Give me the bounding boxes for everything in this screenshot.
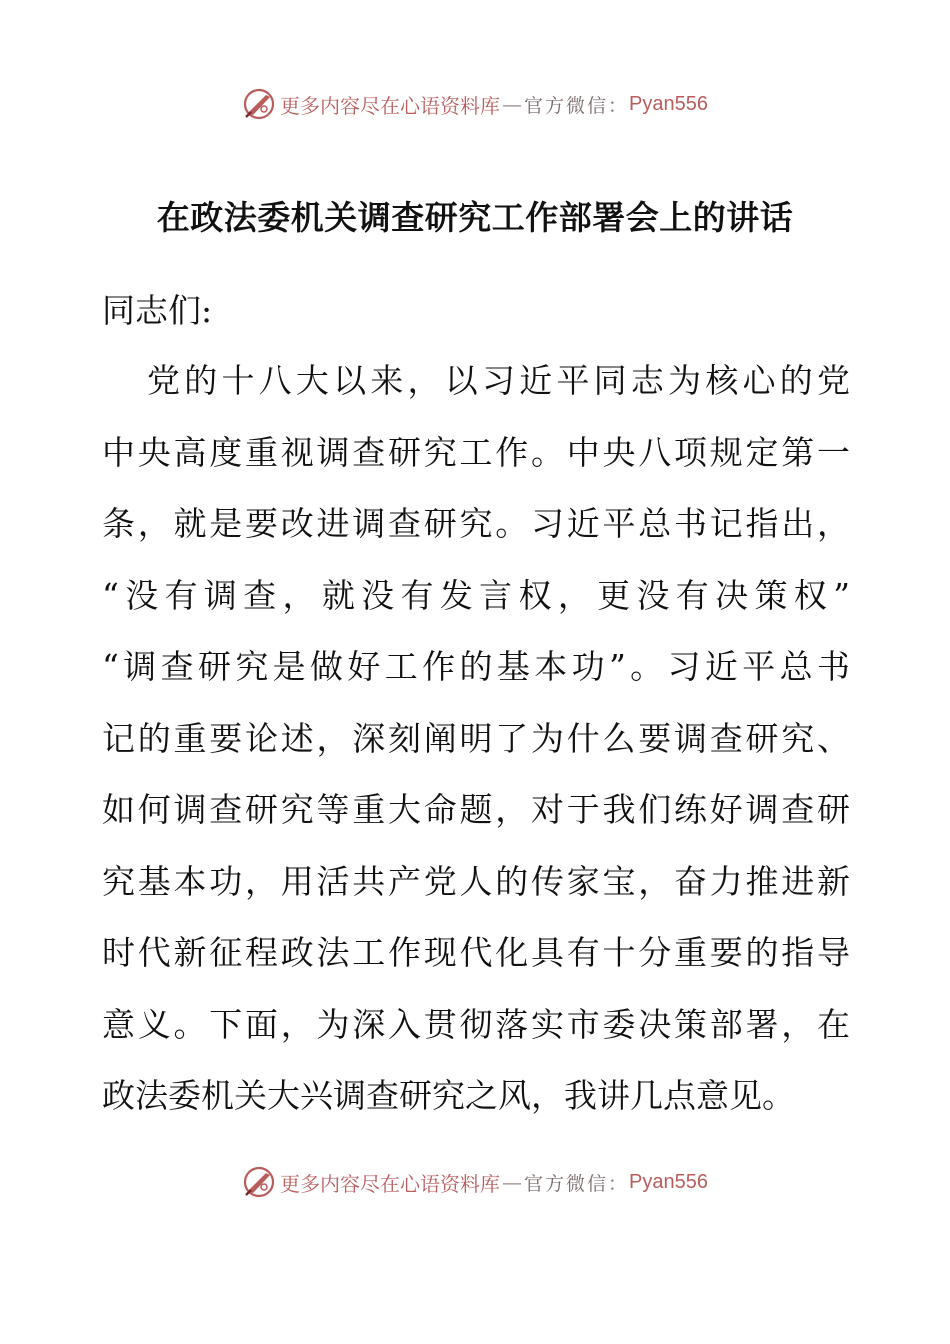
document-title: 在政法委机关调查研究工作部署会上的讲话 xyxy=(156,198,794,237)
body-line: “调查研究是做好工作的基本功”。习近平总书 xyxy=(102,647,850,686)
salutation: 同志们: xyxy=(102,291,213,330)
banner-separator: — xyxy=(502,1170,522,1194)
body-line: 记的重要论述，深刻阐明了为什么要调查研究、 xyxy=(102,718,850,758)
body-line: 政法委机关大兴调查研究之风，我讲几点意见。 xyxy=(102,1076,795,1115)
body-line: 中央高度重视调查研究工作。中央八项规定第一 xyxy=(102,432,850,472)
banner-separator: — xyxy=(502,92,522,116)
body-line: 意义。下面，为深入贯彻落实市委决策部署，在 xyxy=(102,1004,850,1044)
header-banner xyxy=(0,82,950,126)
body-line: 时代新征程政法工作现代化具有十分重要的指导 xyxy=(102,933,850,972)
body-line: “没有调查，就没有发言权，更没有决策权” xyxy=(102,575,850,615)
body-line: 究基本功，用活共产党人的传家宝，奋力推进新 xyxy=(102,861,850,901)
banner-wechat-id: Pyan556 xyxy=(629,92,708,115)
pen-circle-logo-icon xyxy=(242,87,276,121)
footer-banner xyxy=(0,1160,950,1204)
body-line: 条，就是要改进调查研究。习近平总书记指出， xyxy=(102,504,850,543)
body-line: 党的十八大以来，以习近平同志为核心的党 xyxy=(147,361,850,400)
banner-wechat-id: Pyan556 xyxy=(629,1170,708,1193)
body-line: 如何调查研究等重大命题，对于我们练好调查研 xyxy=(102,790,850,829)
banner-wechat-label: 官方微信： xyxy=(524,94,630,117)
pen-circle-logo-icon xyxy=(242,1165,276,1199)
banner-brand: 更多内容尽在心语资料库 xyxy=(280,93,500,118)
banner-brand: 更多内容尽在心语资料库 xyxy=(280,1171,500,1196)
document-body xyxy=(102,345,850,1132)
banner-wechat-label: 官方微信： xyxy=(524,1172,630,1195)
